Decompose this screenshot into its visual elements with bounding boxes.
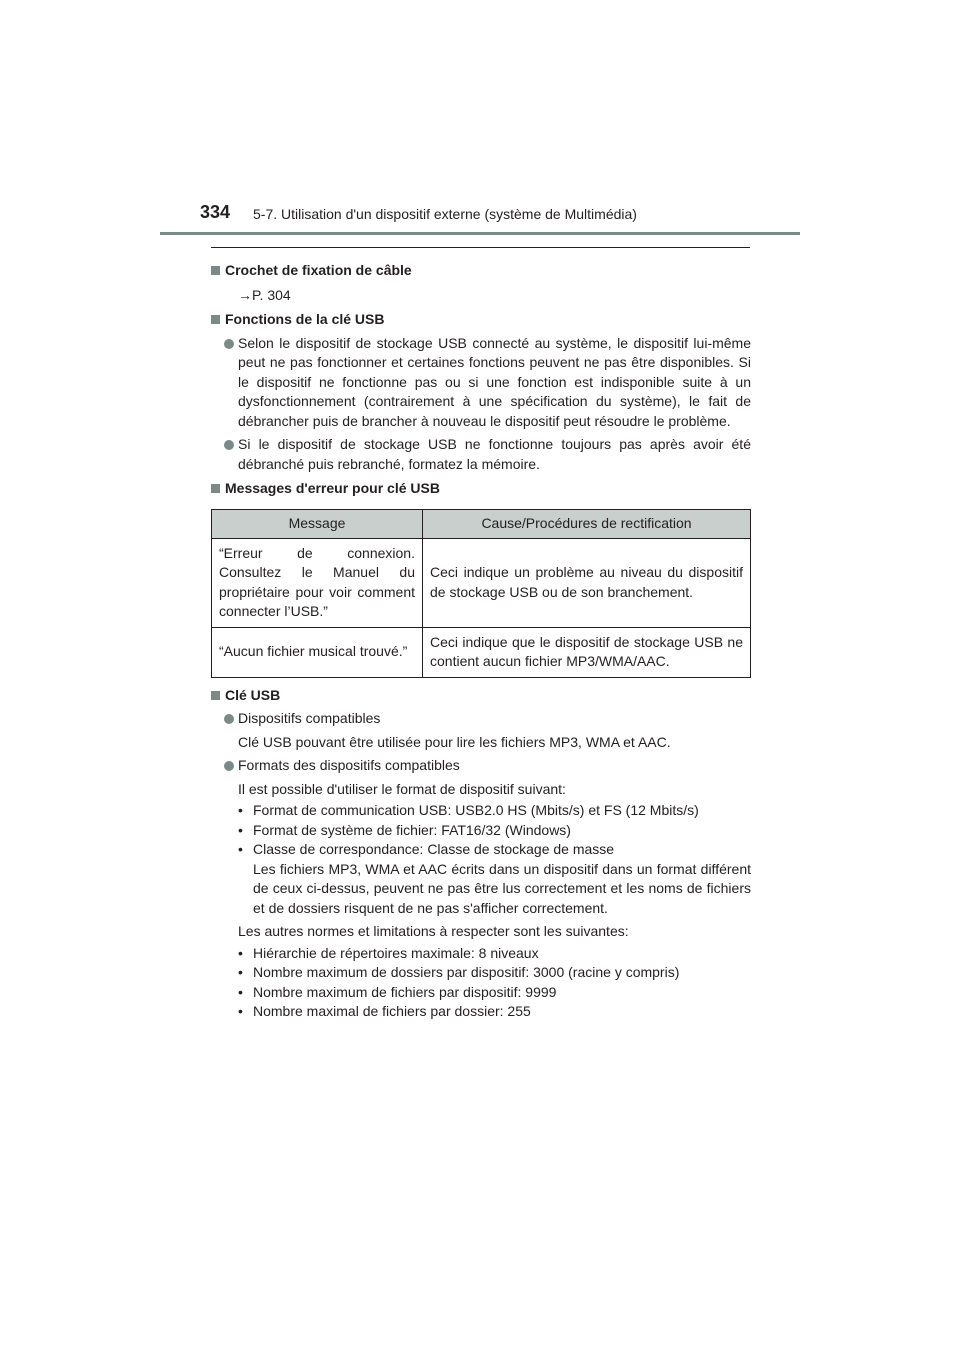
- square-bullet-icon: [211, 266, 220, 275]
- compatible-devices-text: Clé USB pouvant être utilisée pour lire les fichiers MP3, WMA et AAC.: [238, 733, 671, 750]
- square-bullet-icon: [211, 315, 220, 324]
- column-header: Cause/Procédures de rectification: [423, 509, 751, 538]
- square-bullet-icon: [211, 484, 220, 493]
- list-item: • Format de système de fichier: FAT16/32 (Windows): [238, 821, 571, 838]
- table-header-row: [212, 509, 751, 538]
- list-item: • Classe de correspondance: Classe de stockage de masse Les fichiers MP3, WMA et AAC écrits dans un dispositif dans un format différent de ceux ci-dessus, peuvent ne pas être lus correctement et les noms de fichiers et de dossiers risquent de ne pas s'afficher correctement.: [238, 840, 751, 918]
- chapter-title: 5-7. Utilisation d'un dispositif externe (système de Multimédia): [253, 206, 637, 222]
- compatible-formats-text: Il est possible d'utiliser le format de dispositif suivant:: [238, 780, 566, 797]
- section-usb-key-heading: Clé USB: [211, 686, 751, 706]
- compatible-formats-bullet: Formats des dispositifs compatibles: [211, 756, 751, 776]
- header-rule: [160, 232, 800, 235]
- usb-functions-bullet: Selon le dispositif de stockage USB connecté au système, le dispositif lui-même peut ne pas fonctionner et certaines fonctions peuvent ne pas être disponibles. Si le dispositif ne fonctionne pas ou si une fonction est indisponible suite à un dysfonctionnement (contrairement à une spécification du système), le fait de débrancher puis de brancher à nouveau le dispositif peut résoudre le problème.: [211, 334, 751, 432]
- table-row: [212, 538, 751, 627]
- page-number: 334: [200, 202, 231, 222]
- section-errors-heading: Messages d'erreur pour clé USB: [211, 479, 751, 499]
- column-header: Message: [212, 509, 423, 538]
- error-messages-table: [211, 509, 751, 678]
- table-row: [212, 627, 751, 677]
- circle-bullet-icon: [224, 761, 234, 771]
- list-item: • Nombre maximum de fichiers par dispositif: 9999: [238, 983, 557, 1000]
- circle-bullet-icon: [224, 440, 234, 450]
- page-reference: →P. 304: [238, 286, 291, 303]
- list-item: • Format de communication USB: USB2.0 HS (Mbits/s) et FS (12 Mbits/s): [238, 802, 699, 818]
- section-hook-heading: Crochet de fixation de câble: [211, 261, 751, 281]
- table-cell-message: “Aucun fichier musical trouvé.”: [212, 627, 423, 677]
- section-usb-functions-heading: Fonctions de la clé USB: [211, 310, 751, 330]
- table-cell-cause: Ceci indique que le dispositif de stockage USB ne contient aucun fichier MP3/WMA/AAC.: [423, 627, 751, 677]
- formats-list: [211, 801, 751, 918]
- list-item: • Hiérarchie de répertoires maximale: 8 niveaux: [238, 944, 539, 961]
- square-bullet-icon: [211, 691, 220, 700]
- page-content: [211, 256, 751, 1022]
- page-header: [0, 0, 960, 240]
- list-item: • Nombre maximum de dossiers par dispositif: 3000 (racine y compris): [238, 964, 680, 980]
- table-cell-message: “Erreur de connexion. Consultez le Manuel du propriétaire pour voir comment connecter l’USB.”: [212, 538, 423, 627]
- formats-note: Les fichiers MP3, WMA et AAC écrits dans un dispositif dans un format différent de ceux ci-dessus, peuvent ne pas être lus correctement et les noms de fichiers et de dossiers risquent de ne pas s'afficher correctement.: [253, 860, 751, 916]
- usb-functions-bullet: Si le dispositif de stockage USB ne fonctionne toujours pas après avoir été débranché puis rebranché, formatez la mémoire.: [211, 435, 751, 474]
- table-cell-cause: Ceci indique un problème au niveau du dispositif de stockage USB ou de son branchement.: [423, 538, 751, 627]
- circle-bullet-icon: [224, 714, 234, 724]
- circle-bullet-icon: [224, 339, 234, 349]
- compatible-devices-bullet: Dispositifs compatibles: [211, 709, 751, 729]
- list-item: • Nombre maximal de fichiers par dossier: 255: [238, 1003, 531, 1019]
- content-rule: [211, 247, 750, 248]
- limits-list: [211, 944, 751, 1022]
- limits-intro-text: Les autres normes et limitations à respecter sont les suivantes:: [238, 923, 629, 939]
